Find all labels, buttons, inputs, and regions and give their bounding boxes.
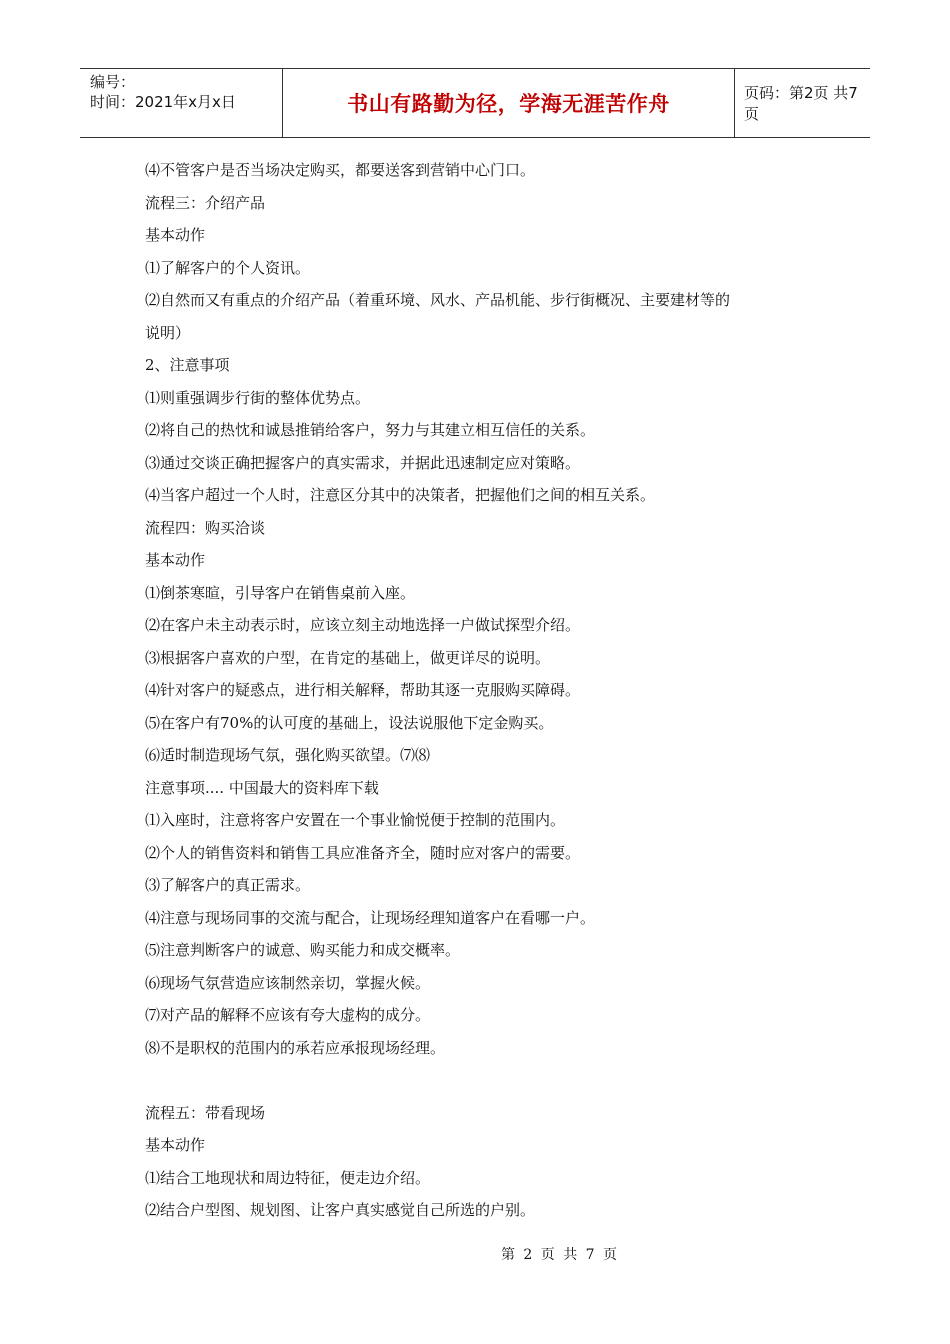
body-line: 2、注意事项	[145, 356, 230, 374]
body-line: ⑸注意判断客户的诚意、购买能力和成交概率。	[145, 941, 461, 959]
page-header	[80, 68, 870, 138]
body-line: ⑴了解客户的个人资讯。	[145, 258, 311, 277]
body-line: 流程五：带看现场	[145, 1103, 266, 1122]
body-line: ⑹适时制造现场气氛，强化购买欲望。⑺⑻	[145, 746, 431, 764]
document-date: 时间：2021年x月x日	[90, 93, 236, 111]
body-line: ⑶通过交谈正确把握客户的真实需求，并据此迅速制定应对策略。	[145, 453, 581, 472]
body-line: 说明）	[145, 323, 191, 342]
body-line: 基本动作	[145, 551, 206, 569]
document-body	[145, 154, 820, 1227]
blank-line	[145, 1064, 820, 1097]
body-line: ⑴倒茶寒暄，引导客户在销售桌前入座。	[145, 583, 416, 602]
body-line: ⑶了解客户的真正需求。	[145, 876, 311, 894]
body-line: ⑷针对客户的疑惑点，进行相关解释，帮助其逐一克服购买障碍。	[145, 681, 581, 699]
body-line: ⑴则重强调步行街的整体优势点。	[145, 388, 371, 407]
body-line: ⑷不管客户是否当场决定购买，都要送客到营销中心门口。	[145, 161, 536, 179]
body-line: ⑷当客户超过一个人时，注意区分其中的决策者，把握他们之间的相互关系。	[145, 486, 656, 504]
body-line: ⑵结合户型图、规划图、让客户真实感觉自己所选的户别。	[145, 1201, 536, 1219]
header-page-info: 页码：第2页 共7页	[744, 84, 858, 123]
page-footer: 第 2 页 共 7 页	[500, 1247, 620, 1263]
body-line: ⑶根据客户喜欢的户型，在肯定的基础上，做更详尽的说明。	[145, 648, 551, 667]
body-line: 注意事项.... 中国最大的资料库下载	[145, 778, 379, 797]
body-line: 流程三：介绍产品	[145, 193, 266, 212]
body-line: ⑴结合工地现状和周边特征，便走边介绍。	[145, 1168, 431, 1187]
header-meta	[80, 69, 282, 137]
body-line: ⑻不是职权的范围内的承若应承报现场经理。	[145, 1038, 446, 1057]
body-line: ⑵自然而又有重点的介绍产品（着重环境、风水、产品机能、步行街概况、主要建材等的	[145, 291, 731, 309]
document-number-label: 编号：	[90, 73, 136, 91]
body-line: ⑺对产品的解释不应该有夸大虚构的成分。	[145, 1006, 431, 1024]
body-line: ⑷注意与现场同事的交流与配合，让现场经理知道客户在看哪一户。	[145, 908, 596, 927]
body-line: ⑵在客户未主动表示时，应该立刻主动地选择一户做试探型介绍。	[145, 616, 581, 634]
body-line: ⑵将自己的热忱和诚恳推销给客户，努力与其建立相互信任的关系。	[145, 421, 596, 439]
header-motto: 书山有路勤为径，学海无涯苦作舟	[282, 69, 735, 137]
body-line: 流程四：购买洽谈	[145, 518, 266, 537]
body-line: ⑴入座时，注意将客户安置在一个事业愉悦便于控制的范围内。	[145, 811, 566, 829]
body-line: ⑵个人的销售资料和销售工具应准备齐全，随时应对客户的需要。	[145, 843, 581, 862]
body-line: 基本动作	[145, 1136, 206, 1154]
body-line: 基本动作	[145, 226, 206, 244]
body-line: ⑸在客户有70%的认可度的基础上，设法说服他下定金购买。	[145, 713, 554, 732]
body-line: ⑹现场气氛营造应该制然亲切，掌握火候。	[145, 973, 431, 992]
